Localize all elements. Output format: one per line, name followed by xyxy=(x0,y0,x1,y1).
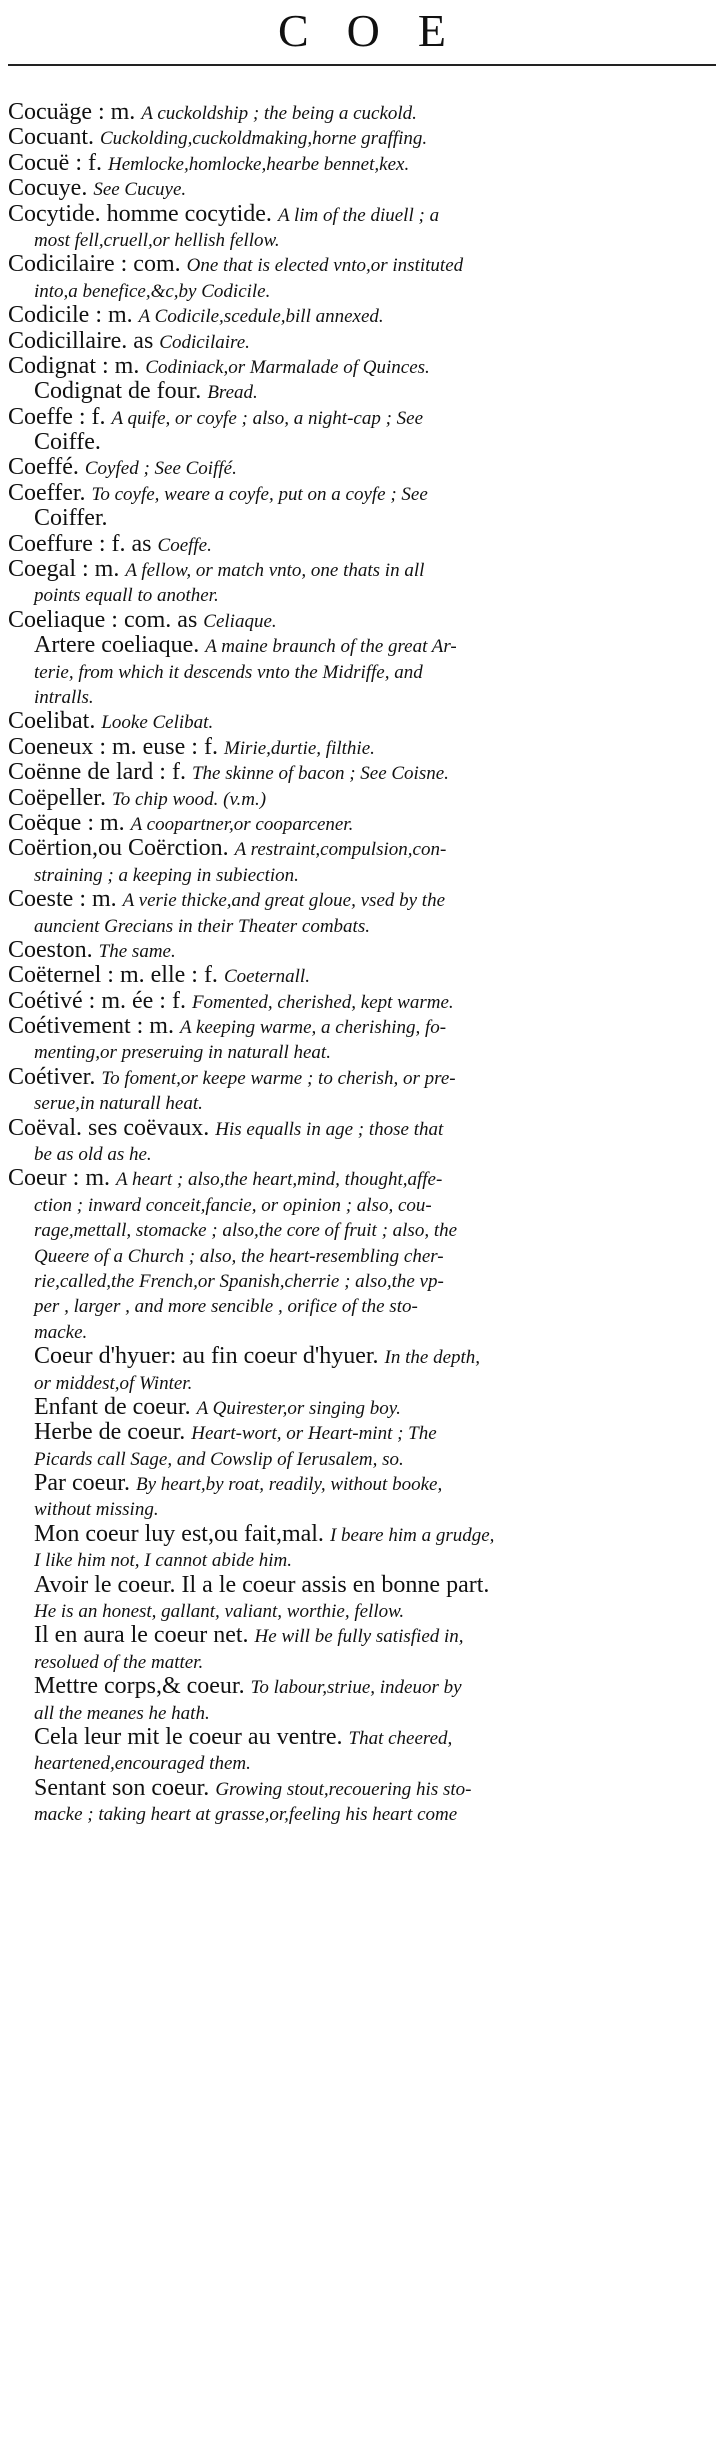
entry-line xyxy=(8,684,716,709)
definition: Coeternall. xyxy=(223,966,310,988)
entry-line xyxy=(8,1776,716,1801)
entry-line xyxy=(8,303,716,328)
headword: Coëpeller. xyxy=(8,785,112,811)
entry-line xyxy=(8,1065,716,1090)
definition: He will be fully satisfied in, xyxy=(254,1626,464,1648)
definition: points equall to another. xyxy=(34,585,219,607)
headword: Coelibat. xyxy=(8,709,102,735)
entry-line xyxy=(8,659,716,684)
entry-line xyxy=(8,836,716,861)
entry-line xyxy=(8,1801,716,1826)
entry-line xyxy=(8,1395,716,1420)
headword: Avoir le coeur. Il a le coeur assis en bonne part. xyxy=(34,1572,490,1598)
entry-line xyxy=(8,1750,716,1775)
definition: straining ; a keeping in subiection. xyxy=(34,864,299,886)
headword: Cocuäge : m. xyxy=(8,100,142,125)
definition: heartened,encouraged them. xyxy=(34,1753,251,1775)
definition: To chip wood. (v.m.) xyxy=(111,788,267,810)
entry-line xyxy=(8,379,716,404)
entry-line xyxy=(8,405,716,430)
definition: That cheered, xyxy=(348,1728,453,1749)
definition: macke ; taking heart at grasse,or,feeling his heart come xyxy=(34,1804,458,1826)
definition: terie, from which it descends vnto the Midriffe, and xyxy=(34,661,423,683)
entry-line xyxy=(8,227,716,252)
definition: A maine braunch of the great Ar- xyxy=(205,636,457,658)
entry-line xyxy=(8,1090,716,1115)
headword: Coeste : m. xyxy=(8,887,123,913)
headword: Coiffer. xyxy=(34,506,108,532)
page-header xyxy=(0,0,724,70)
definition: serue,in naturall heat. xyxy=(34,1093,203,1115)
entry-line xyxy=(8,608,716,633)
headword: Cocytide. homme cocytide. xyxy=(8,201,278,227)
definition: His equalls in age ; those that xyxy=(215,1118,444,1140)
definition: ction ; inward conceit,fancie, or opinion ; also, cou- xyxy=(34,1194,432,1216)
definition: To foment,or keepe warme ; to cherish, or pre- xyxy=(101,1067,456,1089)
definition: By heart,by roat, readily, without booke, xyxy=(135,1474,443,1496)
headword: Cocuë : f. xyxy=(8,150,108,176)
entry-line xyxy=(8,1243,716,1268)
definition: One that is elected vnto,or instituted xyxy=(186,255,464,277)
entry-line xyxy=(8,506,716,531)
definition: all the meanes he hath. xyxy=(34,1702,210,1724)
entry-line xyxy=(8,1674,716,1699)
headword: Coeffure : f. as xyxy=(8,531,158,557)
headword: Coeffer. xyxy=(8,480,92,506)
entry-line xyxy=(8,557,716,582)
entry-line xyxy=(8,1471,716,1496)
headword: Coeur d'hyuer: au fin coeur d'hyuer. xyxy=(34,1344,385,1370)
headword: Coërtion,ou Coërction. xyxy=(8,836,235,862)
entry-line xyxy=(8,1217,716,1242)
headword: Coënne de lard : f. xyxy=(8,760,192,786)
entry-line xyxy=(8,1420,716,1445)
headword: Coëque : m. xyxy=(8,810,131,836)
entry-line xyxy=(8,1014,716,1039)
headword: Codignat : m. xyxy=(8,353,146,379)
definition: Celiaque. xyxy=(203,610,277,632)
headword: Coeliaque : com. as xyxy=(8,607,204,633)
definition: He is an honest, gallant, valiant, worthie, fellow. xyxy=(34,1601,405,1623)
entry-line xyxy=(8,1268,716,1293)
definition: The skinne of bacon ; See Coisne. xyxy=(191,763,449,785)
entry-line xyxy=(8,1293,716,1318)
definition: A quife, or coyfe ; also, a night-cap ; See xyxy=(111,407,424,429)
definition: Codicilaire. xyxy=(159,331,250,353)
entry-line xyxy=(8,202,716,227)
definition: The same. xyxy=(98,940,176,962)
definition: Picards call Sage, and Cowslip of Ierusalem, so. xyxy=(34,1448,404,1470)
definition: Looke Celibat. xyxy=(101,712,214,734)
headword: Codignat de four. xyxy=(34,379,208,405)
headword: Mon coeur luy est,ou fait,mal. xyxy=(34,1521,330,1547)
entry-line xyxy=(8,329,716,354)
definition: A verie thicke,and great gloue, vsed by the xyxy=(122,890,446,912)
entry-line xyxy=(8,430,716,455)
definition: To labour,striue, indeuor by xyxy=(250,1677,462,1699)
definition: A heart ; also,the heart,mind, thought,affe- xyxy=(116,1169,443,1191)
definition: I beare him a grudge, xyxy=(329,1524,495,1546)
entry-line xyxy=(8,1547,716,1572)
entry-line xyxy=(8,1370,716,1395)
header-rule xyxy=(8,64,716,66)
entry-line xyxy=(8,1598,716,1623)
headword: Coeffé. xyxy=(8,455,85,481)
definition: Coyfed ; See Coiffé. xyxy=(84,458,237,480)
entry-line xyxy=(8,1166,716,1191)
entry-line xyxy=(8,532,716,557)
entry-line xyxy=(8,582,716,607)
headword: Cocuye. xyxy=(8,176,94,202)
page-title: COE xyxy=(278,5,484,56)
headword: Coétivé : m. ée : f. xyxy=(8,988,192,1014)
entry-line xyxy=(8,1700,716,1725)
entry-line xyxy=(8,1344,716,1369)
entry-line xyxy=(8,887,716,912)
definition: Heart-wort, or Heart-mint ; The xyxy=(191,1423,437,1445)
headword: Cela leur mit le coeur au ventre. xyxy=(34,1725,349,1750)
headword: Enfant de coeur. xyxy=(34,1394,197,1420)
definition: rage,mettall, stomacke ; also,the core of fruit ; also, the xyxy=(34,1220,458,1242)
definition: A restraint,compulsion,con- xyxy=(234,839,447,861)
definition: Codiniack,or Marmalade of Quinces. xyxy=(145,356,430,378)
definition: most fell,cruell,or hellish fellow. xyxy=(34,229,280,251)
headword: Coeneux : m. euse : f. xyxy=(8,734,224,760)
definition: macke. xyxy=(34,1321,88,1343)
entry-line xyxy=(8,481,716,506)
entry-line xyxy=(8,100,716,125)
headword: Artere coeliaque. xyxy=(34,633,206,659)
entry-line xyxy=(8,455,716,480)
definition: I like him not, I cannot abide him. xyxy=(34,1550,293,1572)
definition: menting,or preseruing in naturall heat. xyxy=(34,1042,331,1064)
definition: See Cucuye. xyxy=(93,179,187,201)
definition: intralls. xyxy=(34,686,94,708)
headword: Coëval. ses coëvaux. xyxy=(8,1115,216,1141)
definition: into,a benefice,&c,by Codicile. xyxy=(34,280,271,302)
definition: rie,called,the French,or Spanish,cherrie ; also,the vp- xyxy=(34,1270,444,1292)
definition: auncient Grecians in their Theater combats. xyxy=(34,915,370,937)
entry-line xyxy=(8,252,716,277)
headword: Codicile : m. xyxy=(8,303,139,329)
definition: A keeping warme, a cherishing, fo- xyxy=(179,1017,447,1039)
headword: Il en aura le coeur net. xyxy=(34,1623,255,1649)
entry-line xyxy=(8,176,716,201)
definition: A Codicile,scedule,bill annexed. xyxy=(138,306,384,328)
entry-line xyxy=(8,1192,716,1217)
entry-line xyxy=(8,1496,716,1521)
entry-line xyxy=(8,151,716,176)
entry-line xyxy=(8,1725,716,1750)
headword: Coiffe. xyxy=(34,430,101,456)
headword: Codicilaire : com. xyxy=(8,252,187,278)
entry-line xyxy=(8,125,716,150)
definition: Cuckolding,cuckoldmaking,horne graffing. xyxy=(99,128,428,150)
headword: Coëternel : m. elle : f. xyxy=(8,963,224,989)
entry-line xyxy=(8,735,716,760)
entry-line xyxy=(8,354,716,379)
headword: Herbe de coeur. xyxy=(34,1420,192,1446)
entry-line xyxy=(8,913,716,938)
definition: resolued of the matter. xyxy=(34,1651,204,1673)
definition: without missing. xyxy=(34,1499,159,1521)
headword: Sentant son coeur. xyxy=(34,1775,216,1801)
definition: Queere of a Church ; also, the heart-resembling cher- xyxy=(34,1245,444,1267)
definition: Coeffe. xyxy=(157,534,212,556)
definition: Mirie,durtie, filthie. xyxy=(223,737,375,759)
entry-line xyxy=(8,1039,716,1064)
entry-line xyxy=(8,862,716,887)
definition: A cuckoldship ; the being a cuckold. xyxy=(141,103,417,124)
definition: be as old as he. xyxy=(34,1144,152,1166)
definition: Bread. xyxy=(207,382,258,404)
entry-line xyxy=(8,709,716,734)
definition: A Quirester,or singing boy. xyxy=(196,1397,401,1419)
headword: Coeston. xyxy=(8,937,99,963)
entry-line xyxy=(8,1116,716,1141)
definition: A fellow, or match vnto, one thats in all xyxy=(125,560,425,582)
definition: Growing stout,recouering his sto- xyxy=(215,1778,472,1800)
entry-line xyxy=(8,938,716,963)
definition: Hemlocke,homlocke,hearbe bennet,kex. xyxy=(107,153,410,175)
headword: Coeur : m. xyxy=(8,1166,116,1192)
entry-line xyxy=(8,760,716,785)
headword: Mettre corps,& coeur. xyxy=(34,1674,251,1700)
entry-line xyxy=(8,1573,716,1598)
headword: Coétiver. xyxy=(8,1064,102,1090)
definition: In the depth, xyxy=(384,1347,481,1369)
entry-list xyxy=(8,100,716,1827)
headword: Coétivement : m. xyxy=(8,1014,180,1040)
entry-line xyxy=(8,1649,716,1674)
definition: A coopartner,or cooparcener. xyxy=(130,813,354,835)
headword: Cocuant. xyxy=(8,125,100,151)
headword: Par coeur. xyxy=(34,1471,136,1497)
definition: or middest,of Winter. xyxy=(34,1372,193,1394)
definition: A lim of the diuell ; a xyxy=(277,204,440,226)
entry-line xyxy=(8,786,716,811)
headword: Coegal : m. xyxy=(8,557,126,583)
entry-line xyxy=(8,1141,716,1166)
definition: per , larger , and more sencible , orifice of the sto- xyxy=(34,1296,418,1318)
headword: Codicillaire. as xyxy=(8,328,160,354)
entry-line xyxy=(8,963,716,988)
definition: To coyfe, weare a coyfe, put on a coyfe ; See xyxy=(91,483,428,505)
entry-line xyxy=(8,278,716,303)
entry-line xyxy=(8,1446,716,1471)
entry-line xyxy=(8,1623,716,1648)
entry-line xyxy=(8,633,716,658)
entry-line xyxy=(8,1522,716,1547)
definition: Fomented, cherished, kept warme. xyxy=(191,991,454,1013)
headword: Coeffe : f. xyxy=(8,404,112,430)
entry-line xyxy=(8,1319,716,1344)
entry-line xyxy=(8,989,716,1014)
entry-line xyxy=(8,811,716,836)
